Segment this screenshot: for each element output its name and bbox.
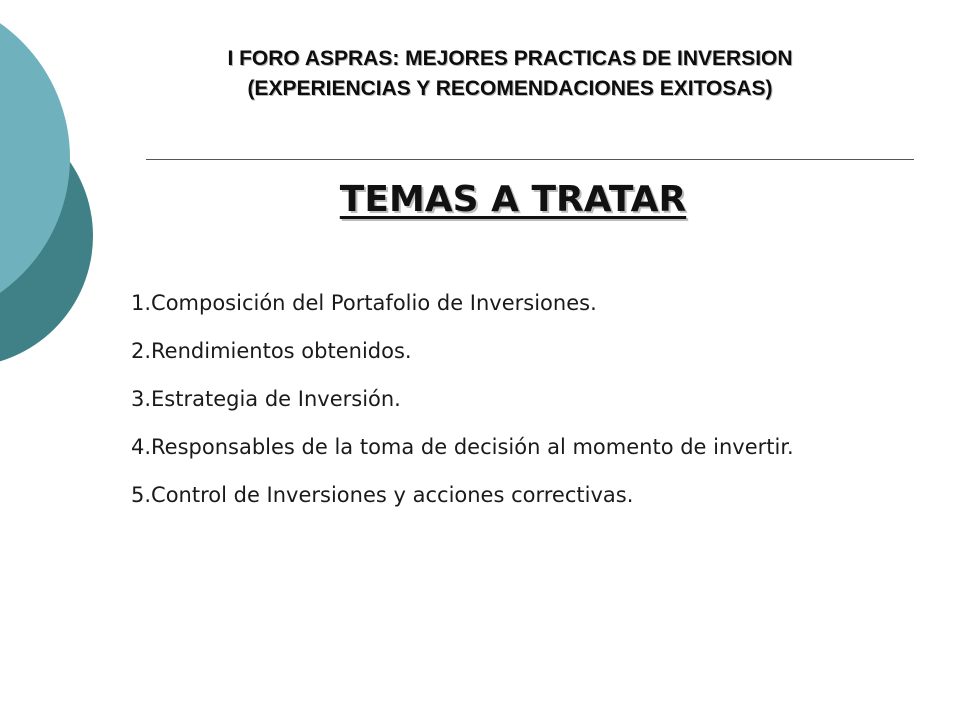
header-title-line-2: (EXPERIENCIAS Y RECOMENDACIONES EXITOSAS) — [247, 77, 773, 100]
topic-item: 5.Control de Inversiones y acciones correctivas. — [131, 483, 634, 507]
topics-list — [131, 279, 871, 519]
header-divider — [146, 159, 914, 160]
section-heading: TEMAS A TRATAR — [339, 179, 687, 220]
topic-item: 4.Responsables de la toma de decisión al momento de invertir. — [131, 435, 794, 459]
topic-item: 2.Rendimientos obtenidos. — [131, 339, 412, 363]
decorative-circles — [0, 0, 120, 400]
topic-item: 1.Composición del Portafolio de Inversiones. — [131, 291, 597, 315]
header-title — [140, 44, 880, 104]
header-title-line-1: I FORO ASPRAS: MEJORES PRACTICAS DE INVERSION — [227, 47, 793, 70]
topic-item: 3.Estrategia de Inversión. — [131, 387, 401, 411]
